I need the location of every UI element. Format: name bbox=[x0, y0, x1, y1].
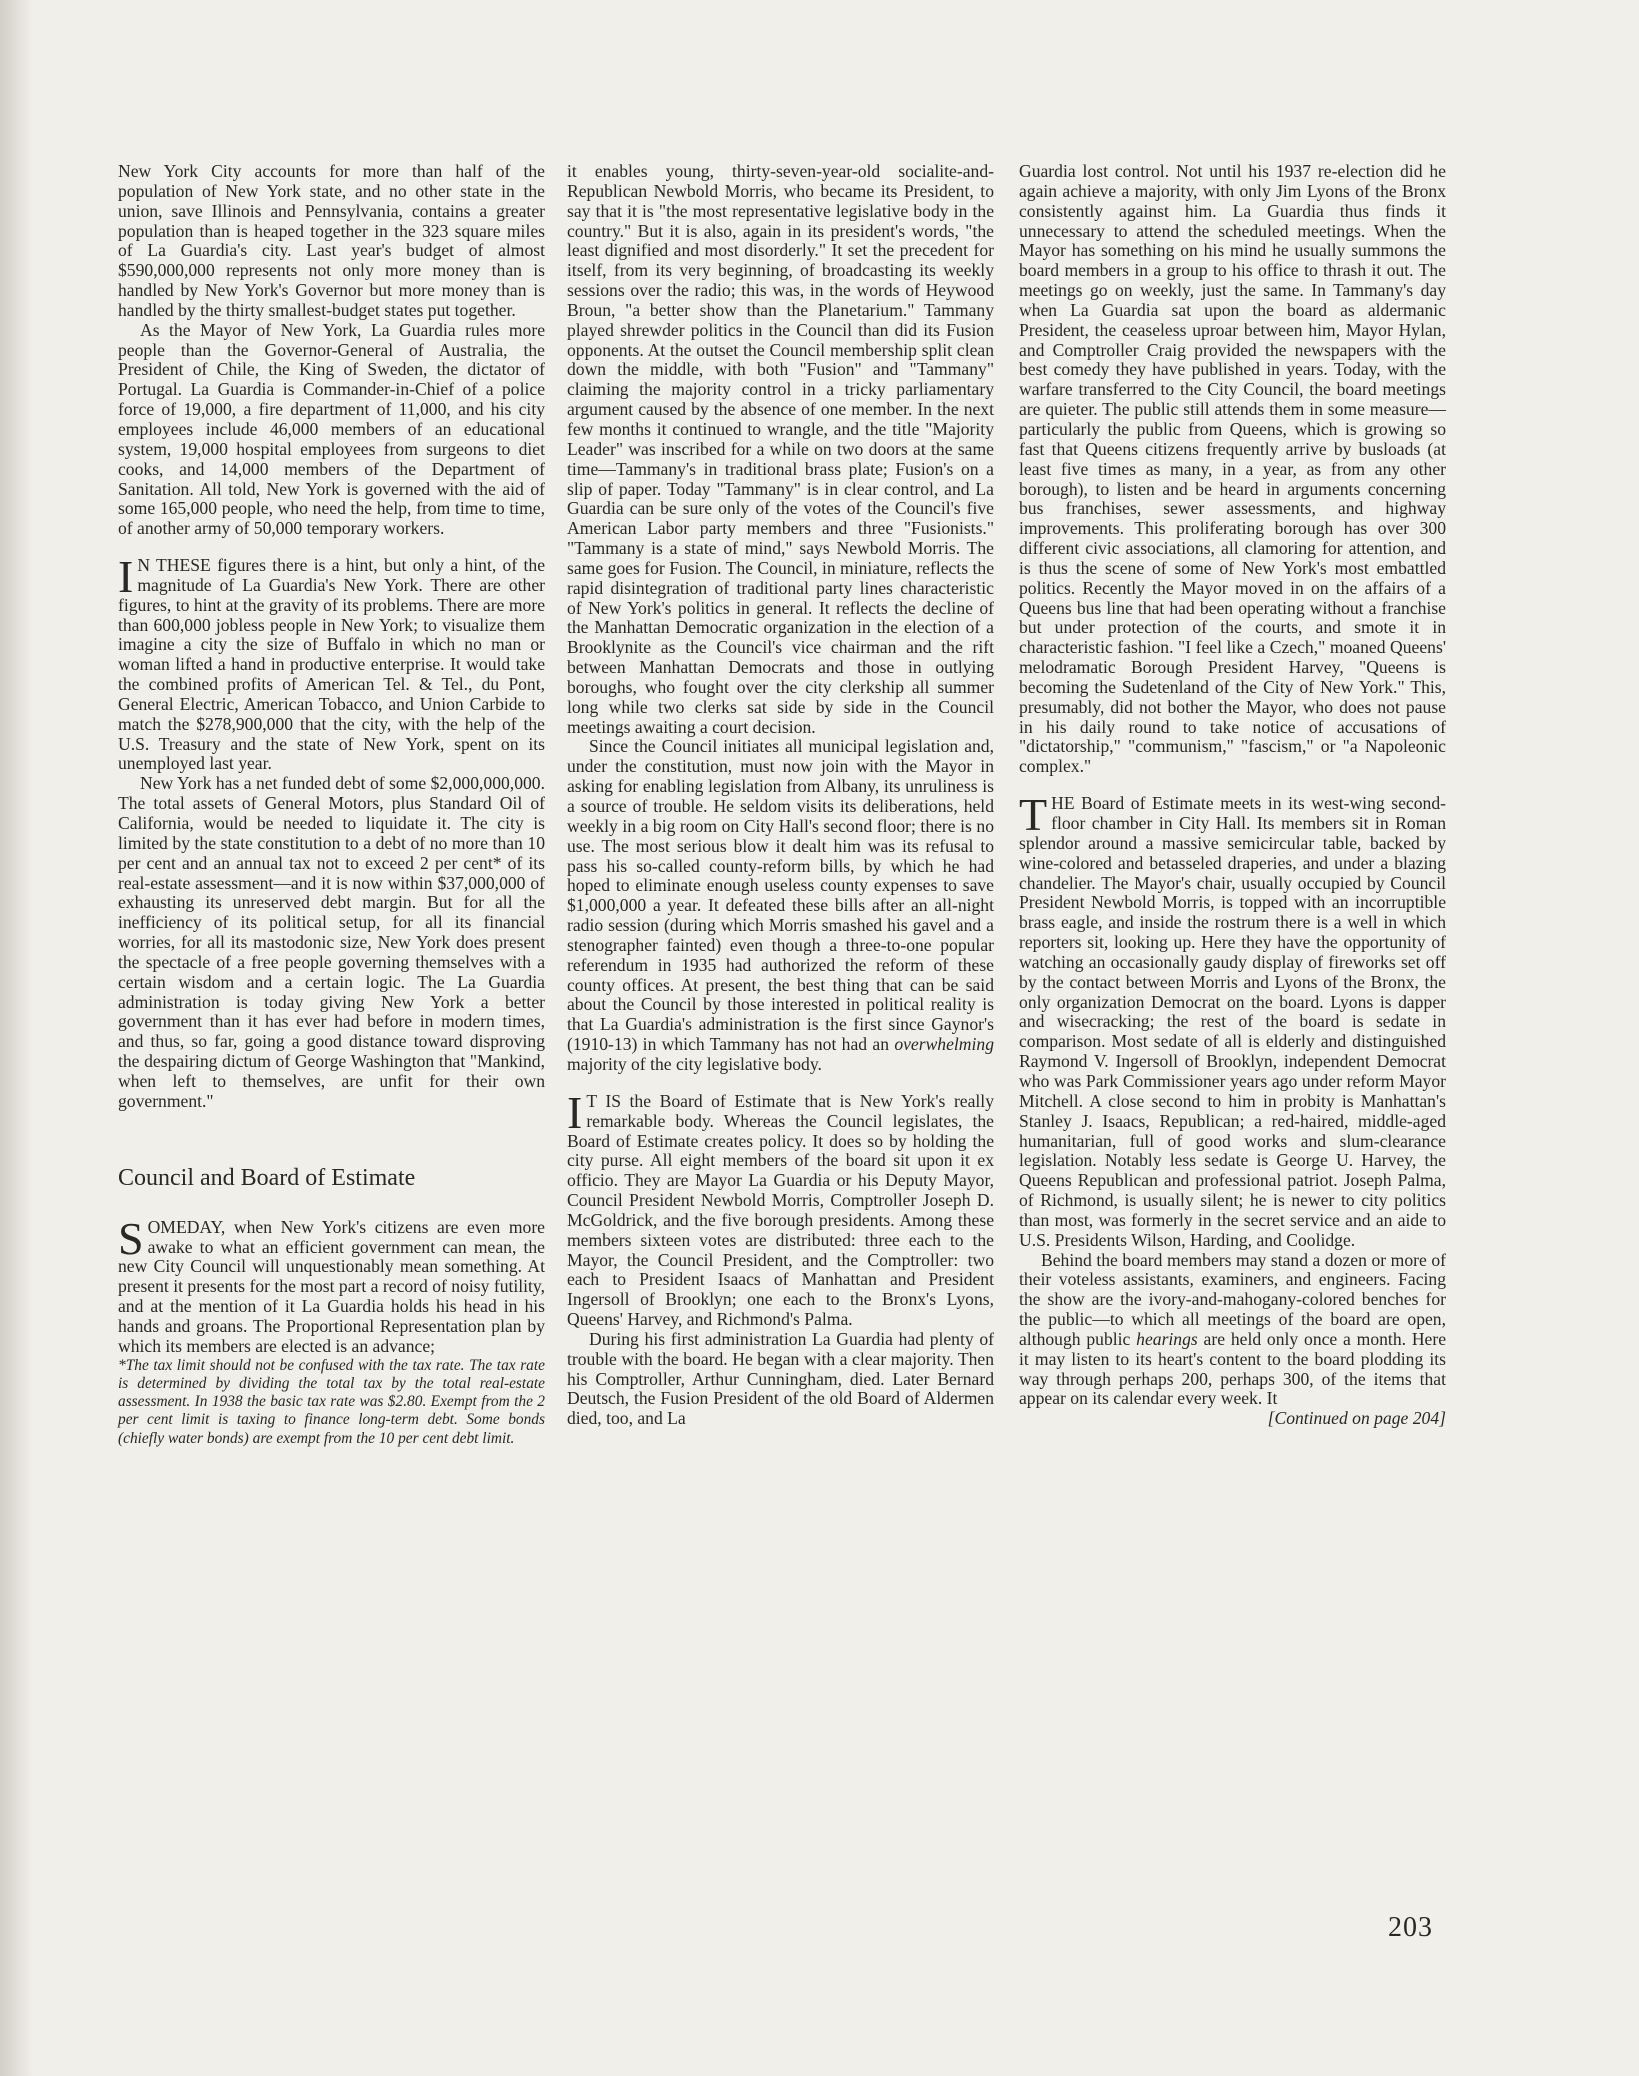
binding-gutter-shade bbox=[0, 0, 34, 2076]
paragraph-text: Since the Council initiates all municipal legislation and, under the constitution, must now join with the Mayor in asking for enabling legislation from Albany, its unruliness is a source of trouble. He seldom visits its deliberations, held weekly in a big room on City Hall's second floor; there is no use. The most serious blow it dealt him was its refusal to pass his so-called county-reform bills, by which he had hoped to eliminate enough useless county expenses to save $1,000,000 a year. It defeated these bills after an all-night radio session (during which Morris smashed his gavel and a stenographer fainted) even though a three-to-one popular referendum in 1935 had authorized the reform of these county offices. At present, the best thing that can be said about the Council by those interested in political reality is that La Guardia's administration is the first since Gaynor's (1910-13) in which Tammany has not had an bbox=[567, 736, 994, 1055]
column-1 bbox=[118, 162, 545, 1448]
paragraph: Guardia lost control. Not until his 1937 re-election did he again achieve a majority, with only Jim Lyons of the Bronx consistently against him. La Guardia thus finds it unnecessary to attend the scheduled meetings. When the Mayor has something on his mind he usually summons the board members in a group to his office to thrash it out. The meetings go on weekly, just the same. In Tammany's day when La Guardia sat upon the board as aldermanic President, the ceaseless uproar between him, Mayor Hylan, and Comptroller Craig provided the newspapers with the best comedy they have published in years. Today, with the warfare transferred to the City Council, the board meetings are quieter. The public still attends them in some measure—particularly the public from Queens, which is growing so fast that Queens citizens frequently arrive by busloads (at least five times as many, in a year, as from any other borough), to listen and be heard in arguments concerning bus franchises, sewer assessments, and highway improvements. This proliferating borough has over 300 different civic associations, all clamoring for attention, and is thus the scene of some of New York's most embattled politics. Recently the Mayor moved in on the affairs of a Queens bus line that had been operating without a franchise but under protection of the courts, and smote it in characteristic fashion. "I feel like a Czech," moaned Queens' melodramatic Borough President Harvey, "Queens is becoming the Sudetenland of the City of New York." This, presumably, did not bother the Mayor, who does not pause in his daily round to take notice of accusations of "dictatorship," "communism," "fascism," or "a Napoleonic complex." bbox=[1019, 161, 1446, 777]
section-opening-paragraph bbox=[1019, 789, 1446, 1250]
paragraph-text: T IS the Board of Estimate that is New York's really remarkable body. Whereas the Council legislates, the Board of Estimate creates policy. It does so by holding the city purse. All eight members of the board sit upon it ex officio. They are Mayor La Guardia or his Deputy Mayor, Council President Newbold Morris, Comptroller Joseph D. McGoldrick, and the five borough presidents. Among these members sixteen votes are distributed: three each to the Mayor, the Council President, and the Comptroller: two each to President Isaacs of Manhattan and President Ingersoll of Brooklyn; one each to the Bronx's Lyons, Queens' Harvey, and Richmond's Palma. bbox=[567, 1090, 994, 1330]
paragraph: it enables young, thirty-seven-year-old socialite-and-Republican Newbold Morris, who became its President, to say that it is "the most representative legislative body in the country." But it is also, again in its president's words, "the least dignified and most disorderly." It set the precedent for itself, from its very beginning, of broadcasting its weekly sessions over the radio; this was, in the words of Heywood Broun, "a better show than the Planetarium." Tammany played shrewder politics in the Council than did its Fusion opponents. At the outset the Council membership split clean down the middle, with both "Fusion" and "Tammany" claiming the majority control in a tricky parliamentary argument caused by the absence of one member. In the next few months it continued to wrangle, and the title "Majority Leader" was inscribed for a while on two doors at the same time—Tammany's in traditional brass plate; Fusion's on a slip of paper. Today "Tammany" is in clear control, and La Guardia can be sure only of the votes of the Council's five American Labor party members and three "Fusionists." "Tammany is a state of mind," says Newbold Morris. The same goes for Fusion. The Council, in miniature, reflects the rapid disintegration of traditional party lines characteristic of New York's politics in general. It reflects the decline of the Manhattan Democratic organization in the election of a Brooklynite as the Council's vice chairman and the rift between Manhattan Democrats and those in outlying boroughs, who fought over the city clerkship all summer long while two clerks sat side by side in the Council meetings awaiting a court decision. bbox=[567, 161, 994, 737]
page-number: 203 bbox=[1388, 1912, 1433, 1943]
drop-cap: T bbox=[1019, 789, 1048, 841]
paragraph-text: Behind the board members may stand a dozen or more of their voteless assistants, examiners, and engineers. Facing the show are the ivory-and-mahogany-colored benches for the public—to which all meetings of the board are open, although public bbox=[1019, 1249, 1446, 1349]
paragraph-text: N THESE figures there is a hint, but only a hint, of the magnitude of La Guardia's New York. There are other figures, to hint at the gravity of its problems. There are more than 600,000 jobless people in New York; to visualize them imagine a city the size of Buffalo in which no man or woman lifted a hand in productive enterprise. It would take the combined profits of American Tel. & Tel., du Pont, General Electric, American Tobacco, and Union Carbide to match the $278,900,000 that the city, with the help of the U.S. Treasury and the state of New York, spent on its unemployed last year. bbox=[118, 555, 545, 774]
paragraph-text: majority of the city legislative body. bbox=[567, 1053, 822, 1074]
section-heading: Council and Board of Estimate bbox=[118, 1164, 416, 1191]
emphasis: hearings bbox=[1136, 1328, 1198, 1349]
section-opening-paragraph bbox=[567, 1086, 994, 1330]
paragraph bbox=[1019, 1251, 1446, 1410]
emphasis: overwhelming bbox=[894, 1034, 994, 1055]
paragraph bbox=[567, 737, 994, 1074]
paragraph: During his first administration La Guardia had plenty of trouble with the board. He began with a clear majority. Then his Comptroller, Arthur Cunningham, died. Later Bernard Deutsch, the Fusion President of the old Board of Aldermen died, too, and La bbox=[567, 1328, 994, 1429]
drop-cap: I bbox=[567, 1086, 583, 1138]
column-2 bbox=[567, 162, 994, 1429]
column-3 bbox=[1019, 162, 1446, 1429]
paragraph: New York has a net funded debt of some $2,000,000,000. The total assets of General Motors, plus Standard Oil of California, would be needed to liquidate it. The city is limited by the state constitution to a debt of no more than 10 per cent and an annual tax not to exceed 2 per cent* of its real-estate assessment—and it is now within $37,000,000 of exhausting its unreserved debt margin. But for all the inefficiency of its political setup, for all its financial worries, for all its mastodonic size, New York does present the spectacle of a free people governing themselves with a certain wisdom and a certain logic. The La Guardia administration is today giving New York a better government than it has ever had before in modern times, and thus, so far, going a good distance toward disproving the despairing dictum of George Washington that "Mankind, when left to themselves, are unfit for their own government." bbox=[118, 773, 545, 1111]
section-opening-paragraph bbox=[118, 551, 545, 774]
continued-on-page-note: [Continued on page 204] bbox=[1267, 1408, 1446, 1429]
paragraph: New York City accounts for more than half of the population of New York state, and no other state in the union, save Illinois and Pennsylvania, contains a greater population than is heaped together in the 323 square miles of La Guardia's city. Last year's budget of almost $590,000,000 represents not only more money than is handled by New York's Governor but more money than is handled by the thirty smallest-budget states put together. bbox=[118, 161, 545, 320]
drop-cap: I bbox=[118, 551, 134, 603]
paragraph: As the Mayor of New York, La Guardia rules more people than the Governor-General of Australia, the President of Chile, the King of Sweden, the dictator of Portugal. La Guardia is Commander-in-Chief of a police force of 19,000, a fire department of 11,000, and his city employees include 46,000 members of an educational system, 19,000 hospital employees from surgeons to diet cooks, and 14,000 members of the Department of Sanitation. All told, New York is governed with the aid of some 165,000 people, who need the help, from time to time, of another army of 50,000 temporary workers. bbox=[118, 319, 545, 539]
paragraph-text: are held only once a month. Here it may listen to its heart's content to the board plodding its way through perhaps 200, perhaps 300, of the items that appear on its calendar every week. It bbox=[1019, 1328, 1447, 1409]
paragraph-text: OMEDAY, when New York's citizens are even more awake to what an efficient government can mean, the new City Council will unquestionably mean something. At present it presents for the most part a record of noisy futility, and at the mention of it La Guardia holds his head in his hands and groans. The Proportional Representation plan by which its members are elected is an advance; bbox=[118, 1216, 545, 1356]
drop-cap: S bbox=[118, 1212, 144, 1264]
paragraph-text: HE Board of Estimate meets in its west-wing second-floor chamber in City Hall. Its members sit in Roman splendor around a massive semicircular table, backed by wine-colored and betasseled draperies, and under a blazing chandelier. The Mayor's chair, usually occupied by Council President Newbold Morris, is topped with an incorruptible brass eagle, and inside the rostrum there is a well in which reporters sit, looking up. Here they have the opportunity of watching an occasionally gaudy display of fireworks set off by the contact between Morris and Lyons of the Bronx, the only organization Democrat on the board. Lyons is dapper and wisecracking; the rest of the board is sedate in comparison. Most sedate of all is elderly and distinguished Raymond V. Ingersoll of Brooklyn, independent Democrat who was Park Commissioner years ago under reform Mayor Mitchell. A close second to him in probity is Manhattan's Stanley J. Isaacs, Republican; a red-haired, middle-aged humanitarian, full of good works and slum-clearance legislation. Notably less sedate is George U. Harvey, the Queens Republican and professional patriot. Joseph Palma, of Richmond, is usually silent; he is newer to city politics than most, was formerly in the secret service and an aide to U.S. Presidents Wilson, Harding, and Coolidge. bbox=[1019, 793, 1446, 1250]
footnote: *The tax limit should not be confused with the tax rate. The tax rate is determined by dividing the total tax by the total real-estate assessment. In 1938 the basic tax rate was $2.80. Exempt from the 2 per cent limit is taxing to finance long-term debt. Some bonds (chiefly water bonds) are exempt from the 10 per cent debt limit. bbox=[118, 1356, 545, 1447]
section-opening-paragraph bbox=[118, 1212, 545, 1357]
